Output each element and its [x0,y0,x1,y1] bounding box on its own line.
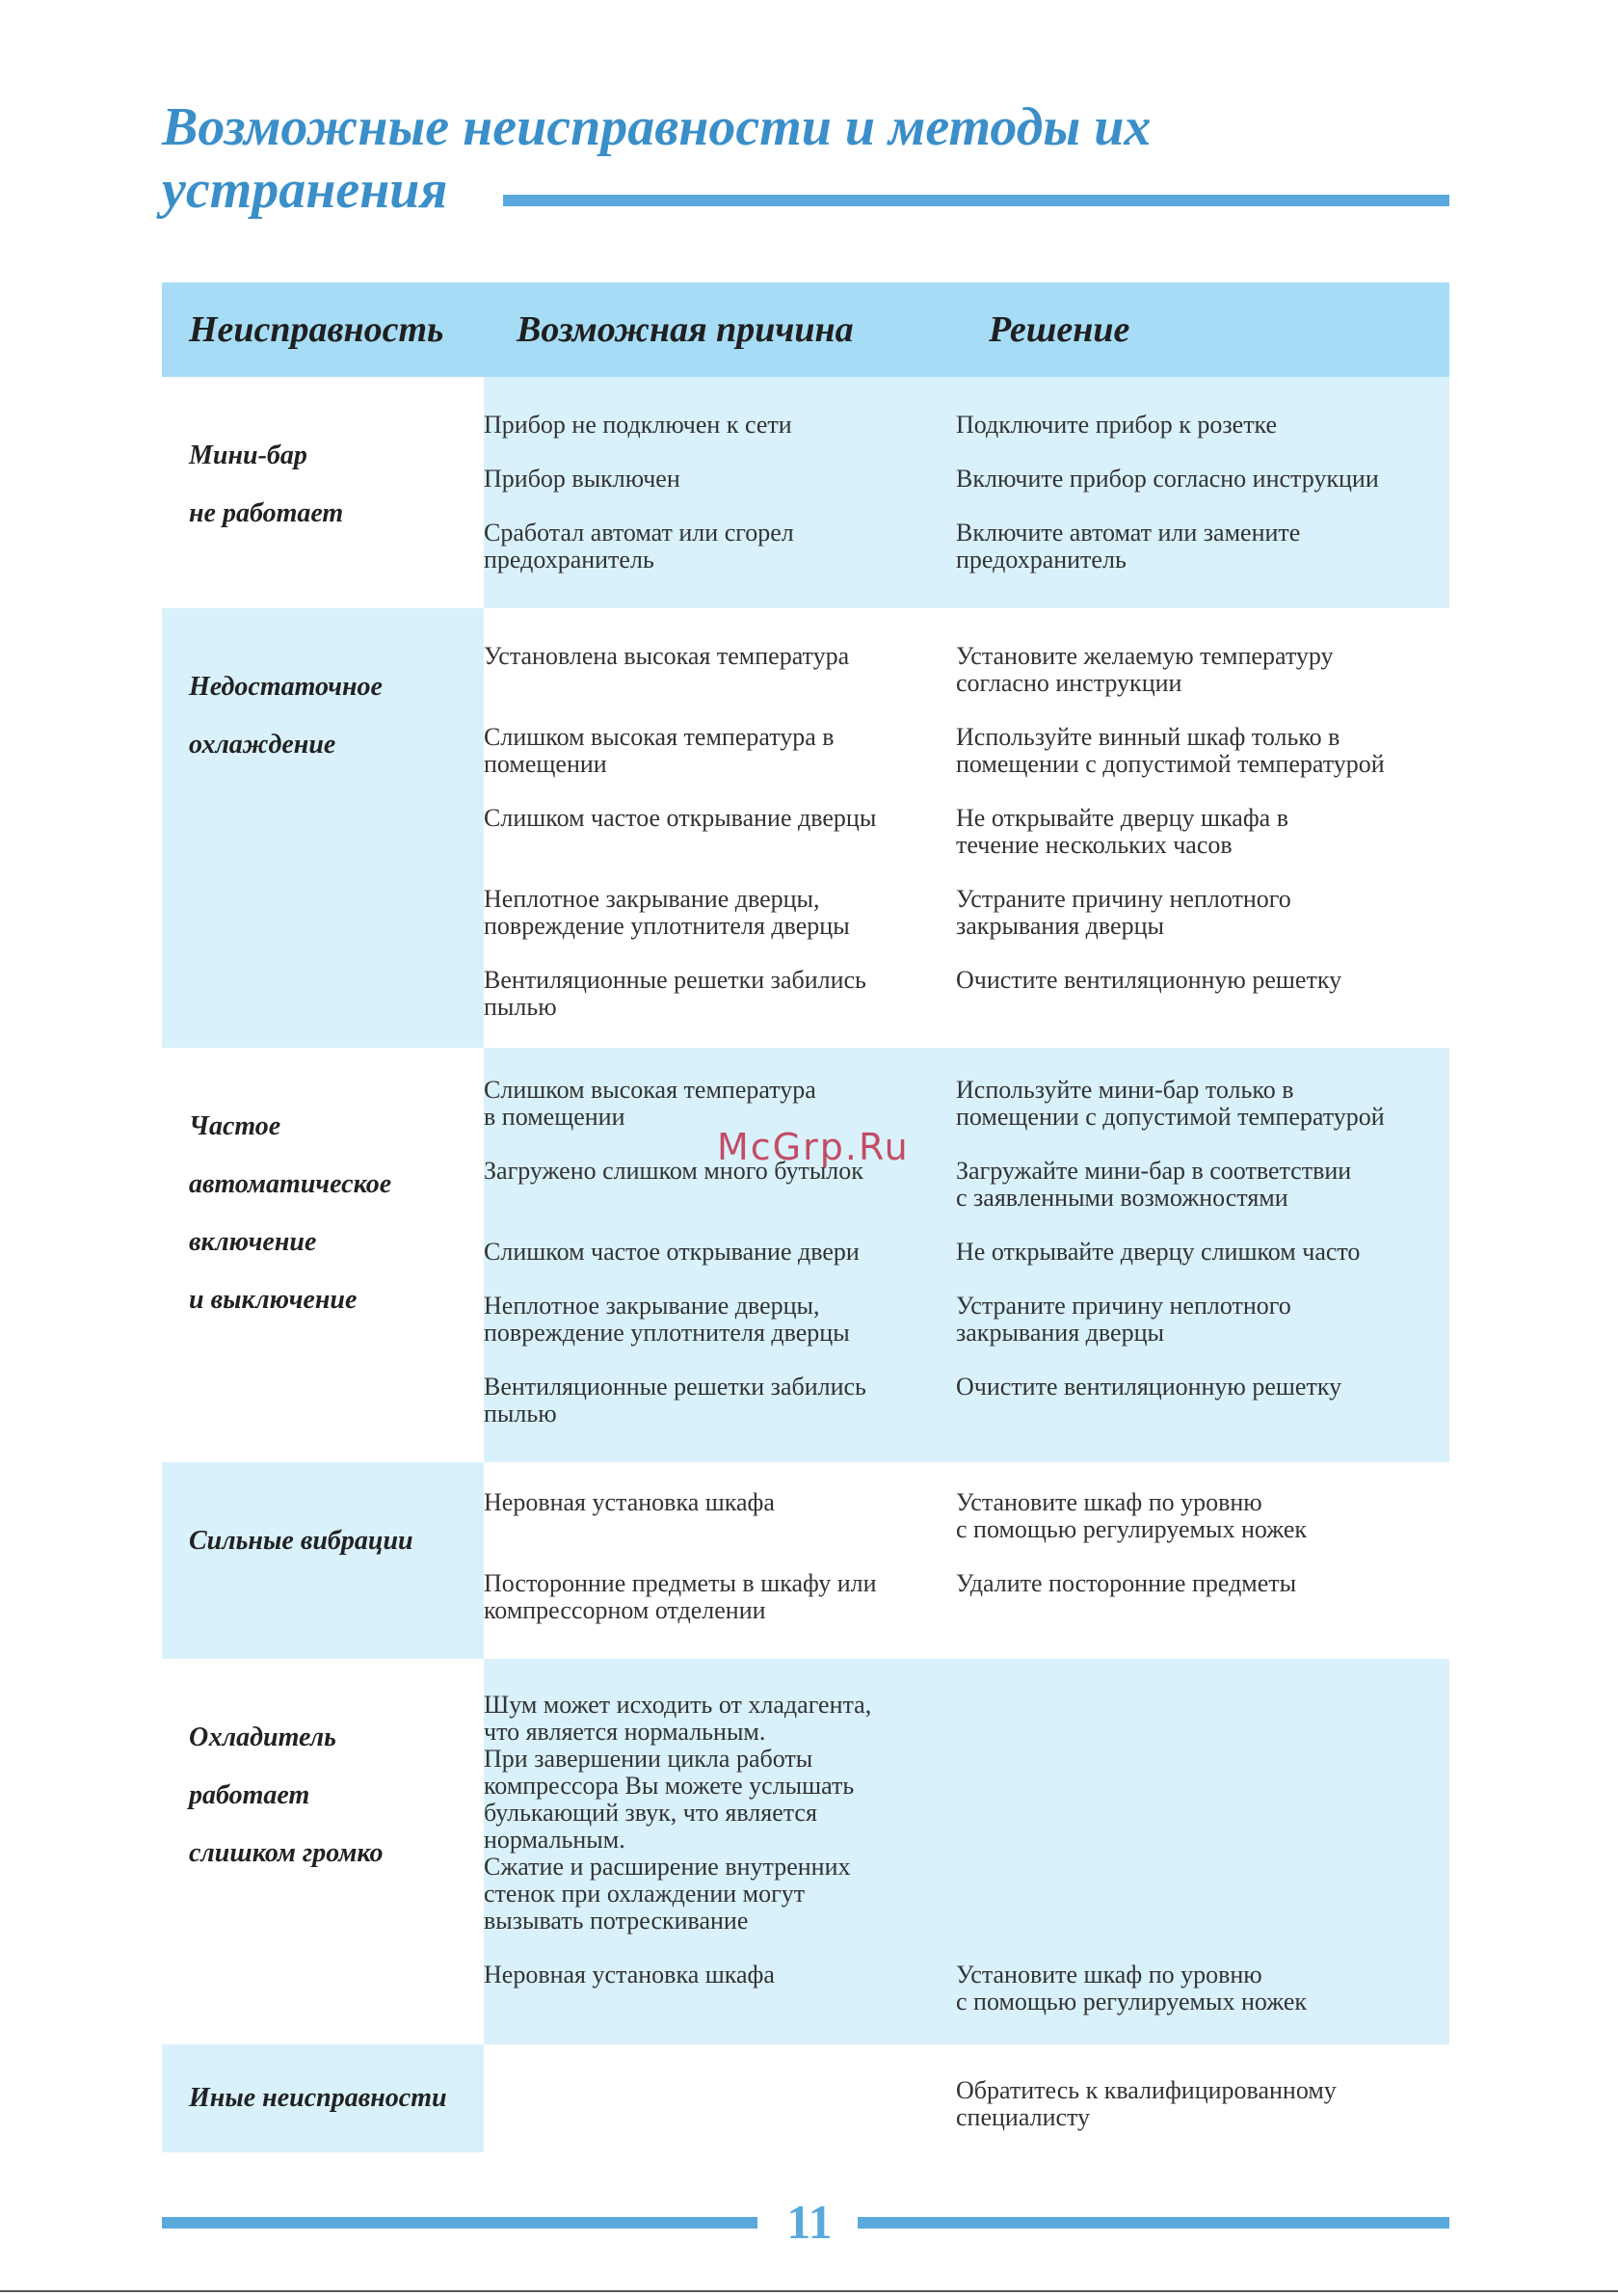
solution-item [956,724,1449,778]
solution-text-line: с помощью регулируемых ножек [956,1515,1307,1543]
solution-text-line: с помощью регулируемых ножек [956,1988,1307,2016]
cause-item [484,1962,956,2016]
solution-item [956,886,1449,940]
cause-cell [484,1048,956,1462]
solution-text [956,520,1449,574]
solution-text-line: Не открывайте дверцу шкафа в [956,804,1288,832]
fault-cell [162,377,484,608]
cause-item [484,805,956,859]
cause-text-line: Сжатие и расширение внутренних [484,1853,851,1881]
cause-item [484,466,956,493]
solution-text-line: предохранитель [956,546,1127,574]
cause-text-line: Слишком частое открывание двери [484,1238,860,1266]
fault-label-line: не работает [189,498,344,528]
page-title-line-2: устранения [162,160,448,220]
cause-text [484,643,956,670]
solution-text-line: Используйте винный шкаф только в [956,723,1340,751]
solution-text-line: Очистите вентиляционную решетку [956,1373,1342,1401]
solution-cell [956,377,1449,608]
solution-item [956,643,1449,697]
fault-cell [162,1462,484,1659]
cause-text [484,412,956,439]
cause-text [484,1489,956,1516]
cause-text-line: вызывать потрескивание [484,1907,749,1935]
solution-text [956,466,1449,493]
fault-cell [162,2044,484,2152]
solution-cell [956,1659,1449,2044]
solution-item [956,466,1449,493]
cause-text [484,805,956,832]
fault-group-row [162,1462,1449,1659]
cause-text-line: Установлена высокая температура [484,642,850,670]
solution-item [956,412,1449,439]
cause-item [484,1239,956,1266]
fault-label [189,2083,472,2114]
item-gap [956,1347,1449,1374]
cause-text-line: в помещении [484,1103,625,1131]
solution-text [956,1489,1449,1543]
cause-text [484,1692,956,1935]
table-header-row [162,282,1449,377]
solution-item [956,1293,1449,1347]
cause-text [484,1293,956,1347]
cause-item [484,1692,956,1935]
solution-text-line: Используйте мини-бар только в [956,1076,1294,1104]
solution-text-line: помещении с допустимой температурой [956,1103,1385,1131]
item-gap [484,1543,956,1570]
solution-text-line: Установите шкаф по уровню [956,1488,1262,1516]
solution-text-line: Установите шкаф по уровню [956,1961,1262,1989]
cause-text-line: Неплотное закрывание дверцы, [484,1292,820,1320]
item-gap [484,1935,956,1962]
solution-item [956,1077,1449,1131]
fault-label-line: Иные неисправности [189,2083,447,2113]
item-gap [956,493,1449,520]
cause-cell [484,608,956,1048]
item-gap [956,1266,1449,1293]
item-gap [956,1212,1449,1239]
fault-cell [162,608,484,1048]
solution-item [956,520,1449,574]
cause-text-line: Неплотное закрывание дверцы, [484,885,820,913]
item-gap [956,1131,1449,1158]
page-bottom-edge [0,2290,1618,2292]
item-gap [484,439,956,466]
cause-item [484,1374,956,1428]
item-gap [956,439,1449,466]
solution-text-line: Удалите посторонние предметы [956,1569,1297,1597]
solution-text [956,967,1449,994]
fault-group-row [162,2044,1449,2152]
item-gap [956,940,1449,967]
cause-text-line: Загружено слишком много бутылок [484,1157,863,1185]
cause-cell [484,1659,956,2044]
fault-label-line: работает [189,1780,310,1810]
solution-item [956,805,1449,859]
header-cause: Возможная причина [484,282,956,377]
solution-cell [956,1462,1449,1659]
item-gap [484,778,956,805]
solution-text [956,724,1449,778]
item-gap [484,1212,956,1239]
cause-text-line: Вентиляционные решетки забились [484,966,866,994]
solution-text-line: закрывания дверцы [956,912,1164,940]
solution-text-line: Обратитесь к квалифицированному [956,2076,1337,2104]
solution-text-line: Включите прибор согласно инструкции [956,465,1379,493]
solution-text [956,412,1449,439]
item-gap [956,1543,1449,1570]
fault-group-row [162,1048,1449,1462]
solution-text [956,805,1449,859]
solution-text-line: Установите желаемую температуру [956,642,1334,670]
fault-label-line: Охладитель [189,1722,336,1752]
cause-text-line: компрессора Вы можете услышать [484,1772,855,1800]
solution-text-line: согласно инструкции [956,669,1182,697]
title-rule [503,195,1449,206]
cause-text-line: Вентиляционные решетки забились [484,1373,866,1401]
solution-text [956,886,1449,940]
solution-text [956,1077,1449,1131]
cause-text-line: пылью [484,1400,557,1428]
item-gap [484,697,956,724]
fault-cell [162,1659,484,2044]
cause-text-line: Шум может исходить от хладагента, [484,1691,872,1719]
solution-item [956,1374,1449,1428]
solution-text-line: Очистите вентиляционную решетку [956,966,1342,994]
solution-text-line: помещении с допустимой температурой [956,750,1385,778]
cause-text-line: Прибор не подключен к сети [484,411,792,439]
cause-item [484,1293,956,1347]
solution-text-line: Устраните причину неплотного [956,1292,1291,1320]
solution-text [956,1962,1449,2016]
cause-text-line: компрессорном отделении [484,1596,766,1624]
solution-item [956,1158,1449,1212]
page-number: 11 [786,2195,833,2249]
solution-text-line: с заявленными возможностями [956,1184,1288,1212]
fault-label-line: охлаждение [189,730,336,760]
cause-item [484,520,956,574]
solution-cell [956,608,1449,1048]
fault-group-row [162,377,1449,608]
cause-cell [484,377,956,608]
cause-text [484,967,956,1021]
fault-label [189,672,472,761]
item-gap [484,1266,956,1293]
solution-text [956,1374,1449,1401]
cause-item [484,1489,956,1543]
page-title-line-1: Возможные неисправности и методы их [162,97,1152,157]
fault-label-line: Мини-бар [189,441,307,470]
fault-label-line: Недостаточное [189,672,383,702]
item-gap [956,778,1449,805]
fault-label-line: включение [189,1227,317,1257]
cause-text-line: Слишком высокая температура в [484,723,835,751]
fault-cell [162,1048,484,1462]
cause-text-line: пылью [484,993,557,1021]
cause-item [484,1077,956,1131]
cause-text [484,1374,956,1428]
solution-item [956,1962,1449,2016]
cause-text-line: повреждение уплотнителя дверцы [484,1319,850,1347]
troubleshooting-table [162,282,1449,2152]
cause-text [484,1962,956,1989]
cause-text [484,1239,956,1266]
solution-item [956,1239,1449,1266]
fault-label-line: и выключение [189,1285,358,1315]
fault-label-line: Частое [189,1111,281,1141]
watermark: McGrp.Ru [717,1126,910,1168]
cause-cell [484,2044,956,2152]
solution-text-line: течение нескольких часов [956,831,1233,859]
item-gap [484,1347,956,1374]
solution-text-line: Загружайте мини-бар в соответствии [956,1157,1352,1185]
cause-text-line: Слишком высокая температура [484,1076,816,1104]
solution-text [956,1239,1449,1266]
header-fault: Неисправность [162,282,484,377]
solution-text [956,643,1449,697]
cause-text [484,1077,956,1131]
solution-text-line: закрывания дверцы [956,1319,1164,1347]
solution-item [956,967,1449,1021]
cause-text-line: Слишком частое открывание дверцы [484,804,877,832]
footer-rule-left [162,2217,757,2229]
solution-item [956,1570,1449,1624]
solution-cell [956,1048,1449,1462]
solution-text-line: Включите автомат или замените [956,519,1301,547]
cause-text-line: Прибор выключен [484,465,680,493]
solution-text-line: специалисту [956,2103,1091,2131]
solution-item [956,1692,1449,1935]
cause-text-line: Неровная установка шкафа [484,1488,775,1516]
cause-text-line: помещении [484,750,607,778]
solution-text [956,2077,1449,2131]
cause-cell [484,1462,956,1659]
cause-text-line: При завершении цикла работы [484,1745,813,1773]
cause-text [484,1570,956,1624]
item-gap [484,859,956,886]
cause-text-line: Посторонние предметы в шкафу или [484,1569,877,1597]
cause-text-line: булькающий звук, что является [484,1799,817,1827]
cause-text [484,466,956,493]
fault-label-line: автоматическое [189,1169,392,1199]
cause-text-line: Сработал автомат или сгорел [484,519,794,547]
footer-rule-right [858,2217,1449,2229]
cause-item [484,1570,956,1624]
solution-text [956,1570,1449,1597]
solution-text-line: Не открывайте дверцу слишком часто [956,1238,1361,1266]
table-body [162,377,1449,2152]
cause-item [484,886,956,940]
cause-text-line: что является нормальным. [484,1718,766,1746]
cause-item [484,2077,956,2131]
solution-text [956,1293,1449,1347]
cause-text-line: повреждение уплотнителя дверцы [484,912,850,940]
solution-item [956,2077,1449,2131]
solution-item [956,1489,1449,1543]
cause-item [484,643,956,697]
fault-label-line: слишком громко [189,1838,384,1868]
item-gap [956,1935,1449,1962]
item-gap [956,697,1449,724]
fault-label [189,441,472,529]
solution-cell [956,2044,1449,2152]
cause-text [484,724,956,778]
fault-group-row [162,608,1449,1048]
cause-item [484,412,956,439]
cause-item [484,724,956,778]
fault-label [189,1722,472,1869]
item-gap [484,493,956,520]
fault-label [189,1111,472,1316]
header-solution: Решение [956,282,1449,377]
solution-text-line: Устраните причину неплотного [956,885,1291,913]
solution-text-line: Подключите прибор к розетке [956,411,1278,439]
cause-item [484,967,956,1021]
cause-text-line: предохранитель [484,546,654,574]
cause-text-line: стенок при охлаждении могут [484,1880,806,1908]
fault-label-line: Сильные вибрации [189,1526,413,1556]
fault-label [189,1526,472,1557]
item-gap [484,940,956,967]
item-gap [956,859,1449,886]
fault-group-row [162,1659,1449,2044]
cause-text-line: нормальным. [484,1826,625,1854]
cause-text [484,886,956,940]
cause-text-line: Неровная установка шкафа [484,1961,775,1989]
solution-text [956,1158,1449,1212]
cause-text [484,520,956,574]
